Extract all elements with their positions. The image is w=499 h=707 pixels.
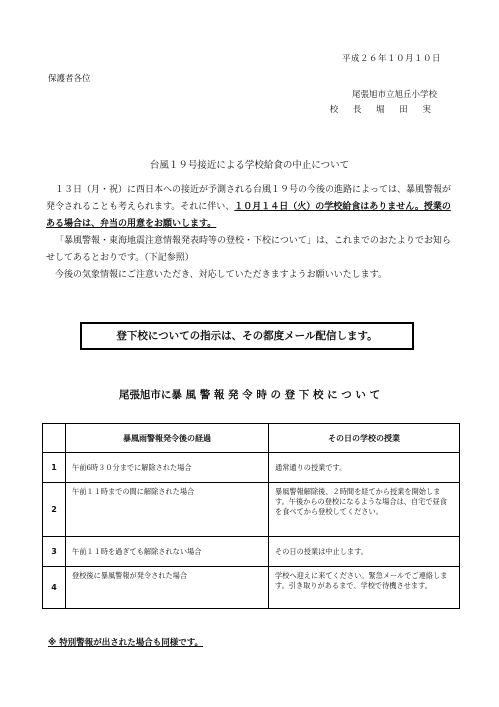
row-number: 3 — [43, 537, 66, 567]
paragraph-3: 今後の気象情報にご注意いただき、対応していただきますようお願いいたします。 — [55, 270, 387, 280]
row-condition: 午前１１時までの間に解除された場合 — [66, 483, 269, 537]
row-result: その日の授業は中止します。 — [269, 537, 460, 567]
row-condition: 午前１１時を過ぎても解除されない場合 — [66, 537, 269, 567]
row-number: 1 — [43, 453, 66, 483]
table-row — [43, 537, 460, 567]
body-text — [46, 182, 456, 284]
row-result: 暴風警報解除後、２時間を経てから授業を開始します。午後からの登校になるような場合は、自宅で昼食を食べてから登校してください。 — [269, 483, 460, 537]
paragraph-1-text: １３日（月・祝）に西日本への接近が予測される台風１９号の今後の進路によっては、暴風警報が発令されることも考えられます。それに伴い、 — [46, 185, 452, 212]
lunch-cancel-notice: １０月１４日（火）の学校給食はありません。授業のある場合は、弁当の用意をお願いします。 — [46, 202, 451, 229]
paragraph-2: 「暴風警報・東海地震注意情報発表時等の登校・下校について」は、これまでのおたよりでお知らせしてあるとおりです。（下記参照） — [46, 236, 451, 263]
header-result: その日の学校の授業 — [269, 424, 460, 453]
row-number: 2 — [43, 483, 66, 537]
table-row — [43, 483, 460, 537]
table-row — [43, 567, 460, 609]
paragraph-1 — [46, 182, 456, 233]
header-num — [43, 424, 66, 453]
footnote: ※ 特別警報が出された場合も同様です。 — [48, 638, 204, 648]
table-header-row — [43, 424, 460, 453]
header-condition: 暴風雨警報発令後の経過 — [66, 424, 269, 453]
table-row — [43, 453, 460, 483]
row-result: 通常通りの授業です。 — [269, 453, 460, 483]
page-title: 台風１９号接近による学校給食の中止について — [149, 160, 350, 171]
document-date: 平成２６年１０月１０日 — [341, 54, 441, 64]
table-heading: 尾張旭市に暴 風 警 報 発 令 時 の 登 下 校 に つ い て — [118, 389, 381, 401]
row-result: 学校へ迎えに来てください。緊急メールでご連絡します。引き取りがあるまで、学校で待機させます。 — [269, 567, 460, 609]
email-notice-box: 登下校についての指示は、その都度メール配信します。 — [80, 322, 414, 350]
row-number: 4 — [43, 567, 66, 609]
row-condition: 午前6時３０分までに解除された場合 — [66, 453, 269, 483]
principal-name: 校 長 堀 田 実 — [329, 105, 437, 115]
addressee: 保護者各位 — [48, 74, 91, 84]
school-name: 尾張旭市立旭丘小学校 — [351, 90, 437, 100]
storm-warning-table — [42, 423, 460, 609]
row-condition: 登校後に暴風警報が発令された場合 — [66, 567, 269, 609]
